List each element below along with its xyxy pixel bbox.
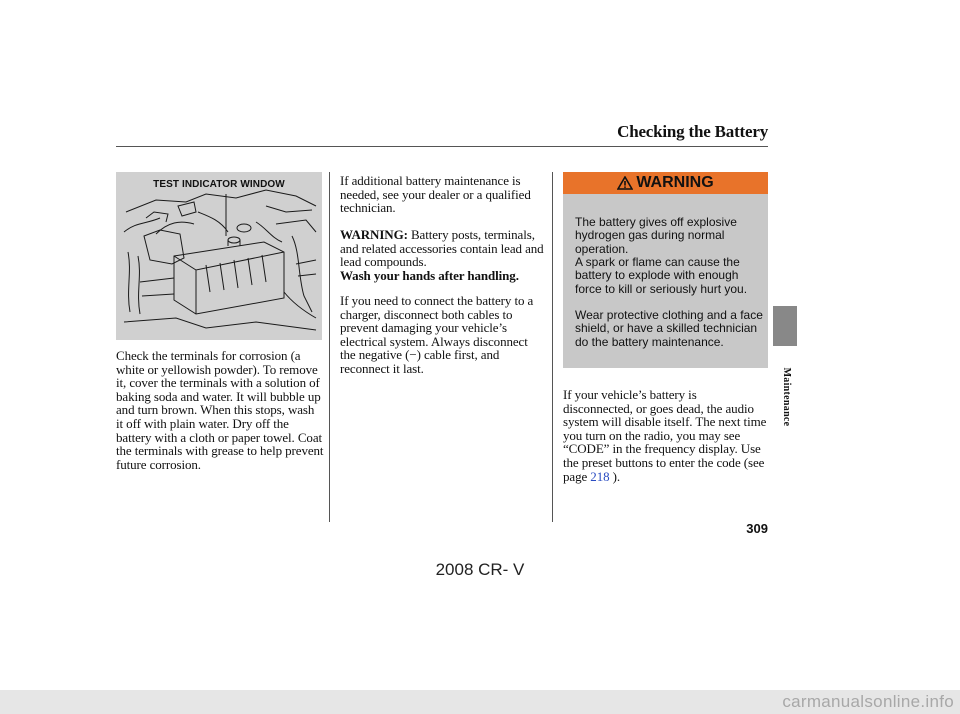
- section-title: Checking the Battery: [617, 122, 768, 141]
- audio-code-text: [563, 388, 768, 483]
- audio-code-body: If your vehicle’s battery is disconnected, or goes dead, the audio system will disable itself. The next time you turn on the radio, you may see “CODE” in the frequency display. Use the preset buttons to enter the code (see page: [563, 387, 767, 484]
- battery-corrosion-text: Check the terminals for corrosion (a white or yellowish powder). To remove it, cover the terminals with a solution of baking soda and water. It will bubble up and turn brown. When this stops, wash it off with plain water. Dry off the battery with a cloth or paper towel. Coat the terminals with grease to help prevent future corrosion.: [116, 348, 324, 472]
- watermark-text[interactable]: carmanualsonline.info: [782, 692, 954, 711]
- watermark-bar: [0, 690, 960, 714]
- column-divider-left: [329, 172, 330, 522]
- battery-figure: [116, 172, 322, 340]
- warning-box: [563, 172, 768, 368]
- warning-label: WARNING:: [340, 227, 408, 242]
- column-divider-right: [552, 172, 553, 522]
- page-number: 309: [746, 521, 768, 536]
- battery-illustration: [116, 172, 322, 340]
- warning-paragraph-1: The battery gives off explosive hydrogen gas during normal operation.: [575, 215, 737, 256]
- warning-header: [563, 172, 768, 194]
- warning-text: Battery posts, terminals, and related accessories contain lead and lead compounds.: [340, 227, 544, 270]
- section-side-label: Maintenance: [781, 367, 792, 427]
- maintenance-text: If additional battery maintenance is needed, see your dealer or a qualified technician.: [340, 173, 531, 216]
- warning-paragraph-3: Wear protective clothing and a face shield, or have a skilled technician do the battery maintenance.: [575, 308, 763, 349]
- charger-text: If you need to connect the battery to a charger, disconnect both cables to prevent damaging your vehicle’s electrical system. Always disconnect the negative (−) cable first, and reconnect it last.: [340, 293, 534, 376]
- warning-triangle-icon: [617, 176, 633, 190]
- page-ref-link[interactable]: 218: [590, 468, 610, 484]
- lead-warning: [340, 228, 544, 282]
- audio-code-end: ).: [609, 468, 621, 484]
- header-rule: [116, 146, 768, 147]
- warning-heading: WARNING: [636, 174, 714, 191]
- section-tab: [773, 306, 797, 346]
- warning-paragraph-2: A spark or flame can cause the battery to explode with enough force to kill or seriously hurt you.: [575, 255, 748, 296]
- wash-hands-text: Wash your hands after handling.: [340, 267, 519, 283]
- footer-model: 2008 CR- V: [435, 560, 525, 579]
- figure-label: TEST INDICATOR WINDOW: [153, 179, 285, 190]
